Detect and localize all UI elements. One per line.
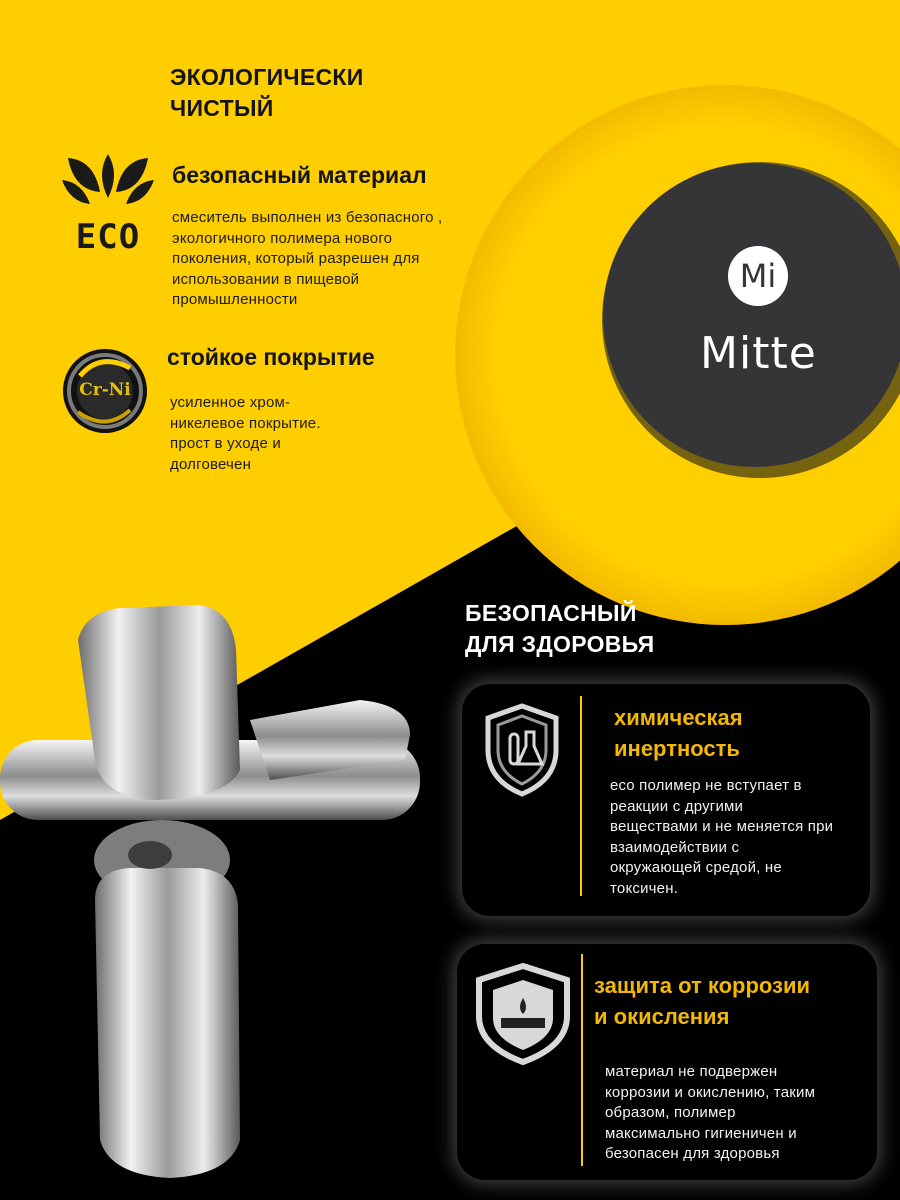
- brand-logo: [600, 160, 900, 470]
- coating-title: стойкое покрытие: [167, 344, 375, 370]
- eco-description: [172, 208, 442, 311]
- chrome-nickel-icon: [60, 346, 150, 436]
- text-line: токсичен.: [610, 879, 679, 897]
- text-line: безопасен для здоровья: [605, 1145, 780, 1162]
- text-line: реакции с другими: [610, 797, 744, 815]
- heading-line: ДЛЯ ЗДОРОВЬЯ: [465, 631, 655, 657]
- text-line: смеситель выполнен из безопасного ,: [172, 209, 443, 226]
- heading-line: ЭКОЛОГИЧЕСКИ: [170, 64, 364, 90]
- eco-title: безопасный материал: [172, 162, 427, 188]
- text-line: долговечен: [170, 455, 252, 473]
- card-divider: [580, 696, 582, 896]
- text-line: промышленности: [172, 291, 298, 308]
- card-corrosion-protection: [457, 944, 877, 1180]
- brand-mark-circle: [728, 246, 788, 306]
- text-line: усиленное хром-: [170, 394, 291, 411]
- brand-name: Mitte: [700, 328, 817, 379]
- text-line: максимально гигиеничен и: [605, 1124, 797, 1142]
- eco-icon: [60, 152, 156, 257]
- title-line: инертность: [614, 736, 740, 761]
- title-line: защита от коррозии: [594, 973, 811, 998]
- card-chemical-inertness: [462, 684, 870, 916]
- text-line: никелевое покрытие.: [170, 414, 321, 432]
- title-line: и окисления: [594, 1004, 730, 1029]
- text-line: коррозии и окислению, таким: [605, 1083, 816, 1101]
- card-description: [605, 1062, 815, 1165]
- shield-flask-icon: [482, 702, 562, 798]
- text-line: материал не подвержен: [605, 1063, 778, 1080]
- shield-water-icon: [471, 962, 575, 1066]
- text-line: поколения, который разрешен для: [172, 250, 420, 267]
- section-heading-health: [465, 598, 654, 660]
- card-title: [594, 970, 810, 1032]
- text-line: образом, полимер: [605, 1104, 736, 1121]
- text-line: окружающей средой, не: [610, 859, 782, 876]
- heading-line: БЕЗОПАСНЫЙ: [465, 600, 637, 626]
- heading-line: ЧИСТЫЙ: [170, 95, 274, 121]
- text-line: использовании в пищевой: [172, 270, 360, 288]
- text-line: прост в уходе и: [170, 435, 281, 452]
- brand-mark: Mi: [739, 257, 777, 295]
- text-line: взаимодействии с: [610, 838, 740, 856]
- text-line: eco полимер не вступает в: [610, 777, 802, 794]
- chrome-nickel-icon-label: Cr-Ni: [79, 380, 131, 400]
- coating-description: [170, 393, 321, 475]
- text-line: экологичного полимера нового: [172, 229, 393, 247]
- section-heading-eco: [170, 62, 364, 124]
- card-divider: [581, 954, 583, 1166]
- card-title: [614, 702, 743, 764]
- eco-icon-label: ECO: [75, 217, 141, 257]
- card-description: [610, 776, 833, 899]
- text-line: веществами и не меняется при: [610, 818, 834, 835]
- title-line: химическая: [614, 705, 743, 730]
